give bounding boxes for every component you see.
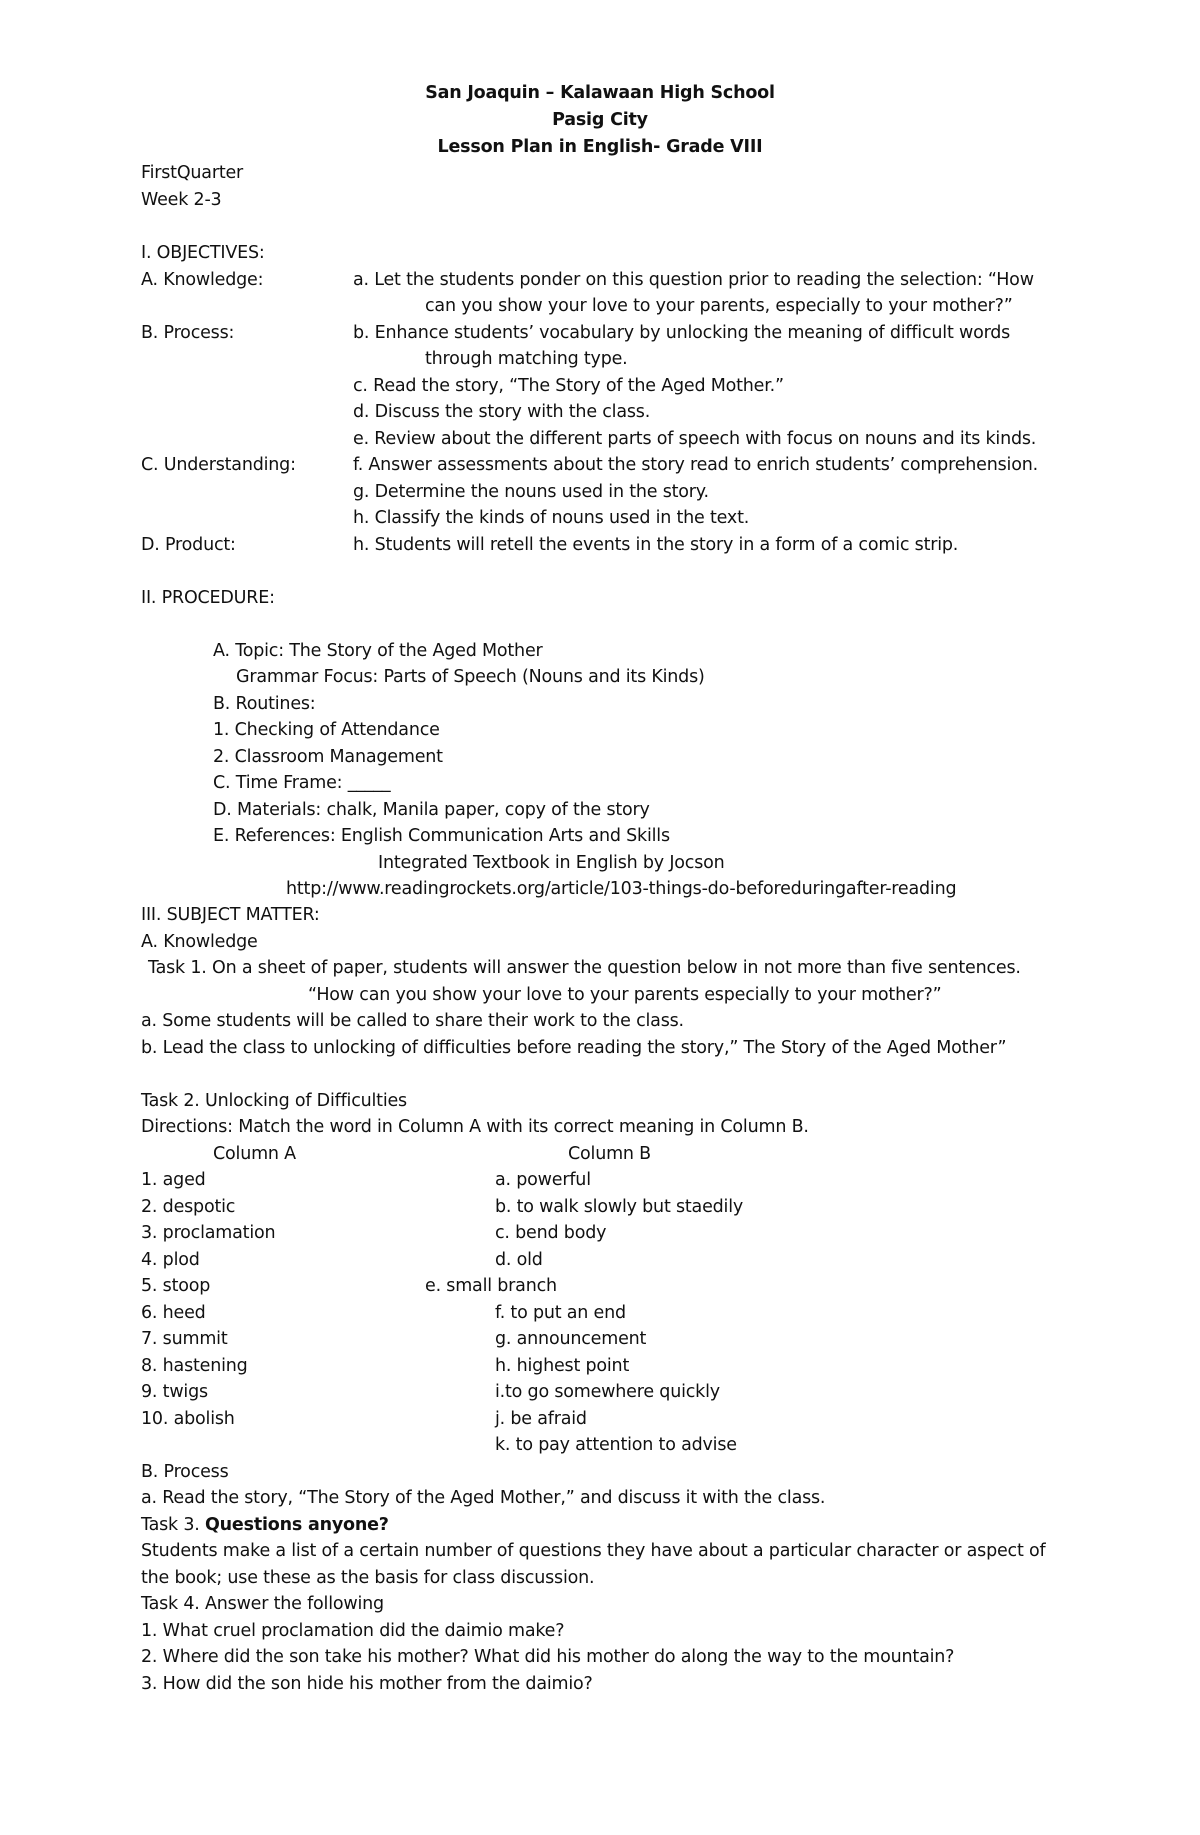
objective-e: e. Review about the different parts of speech with focus on nouns and its kinds. xyxy=(353,429,1037,449)
word-item: 2. despotic xyxy=(141,1197,236,1217)
subject-b: b. Lead the class to unlocking of difficulties before reading the story,” The Story of the Aged Mother” xyxy=(141,1038,1007,1058)
objective-a-line2: can you show your love to your parents, especially to your mother?” xyxy=(425,296,1013,316)
knowledge-heading: A. Knowledge xyxy=(141,932,258,952)
task3-title-line xyxy=(141,1512,389,1538)
meaning-item: h. highest point xyxy=(495,1356,630,1376)
references: E. References: English Communication Arts and Skills xyxy=(213,826,670,846)
task3-prefix: Task 3. xyxy=(141,1515,205,1535)
objective-b-line1: b. Enhance students’ vocabulary by unlocking the meaning of difficult words xyxy=(353,323,1011,343)
column-b-header: Column B xyxy=(568,1144,651,1164)
task4-question-3: 3. How did the son hide his mother from the daimio? xyxy=(141,1674,593,1694)
meaning-item: e. small branch xyxy=(425,1276,557,1296)
task1-question: “How can you show your love to your parents especially to your mother?” xyxy=(308,985,942,1005)
quarter-label: FirstQuarter xyxy=(141,163,244,183)
meaning-item: i.to go somewhere quickly xyxy=(495,1382,720,1402)
task3-line1: Students make a list of a certain number of questions they have about a particular character or aspect of xyxy=(141,1541,1046,1561)
objective-h: h. Classify the kinds of nouns used in the text. xyxy=(353,508,750,528)
word-item: 1. aged xyxy=(141,1170,206,1190)
word-item: 9. twigs xyxy=(141,1382,208,1402)
meaning-item: a. powerful xyxy=(495,1170,591,1190)
meaning-item: j. be afraid xyxy=(495,1409,587,1429)
objective-h-product: h. Students will retell the events in the story in a form of a comic strip. xyxy=(353,535,959,555)
routines-heading: B. Routines: xyxy=(213,694,316,714)
materials: D. Materials: chalk, Manila paper, copy of the story xyxy=(213,800,650,820)
procedure-heading: II. PROCEDURE: xyxy=(141,588,275,608)
objective-a-line1: a. Let the students ponder on this question prior to reading the selection: “How xyxy=(353,270,1034,290)
process-a: a. Read the story, “The Story of the Aged Mother,” and discuss it with the class. xyxy=(141,1488,826,1508)
city-name: Pasig City xyxy=(552,110,648,130)
grammar-focus: Grammar Focus: Parts of Speech (Nouns and its Kinds) xyxy=(236,667,705,687)
procedure-topic: A. Topic: The Story of the Aged Mother xyxy=(213,641,543,661)
objectives-heading: I. OBJECTIVES: xyxy=(141,243,265,263)
task2-title: Task 2. Unlocking of Difficulties xyxy=(141,1091,407,1111)
reference-link[interactable]: http://www.readingrockets.org/article/103-things-do-beforeduringafter-reading xyxy=(286,879,957,899)
process-heading: B. Process xyxy=(141,1462,229,1482)
word-item: 8. hastening xyxy=(141,1356,248,1376)
objective-b-line2: through matching type. xyxy=(425,349,628,369)
routine-attendance: 1. Checking of Attendance xyxy=(213,720,440,740)
meaning-item: c. bend body xyxy=(495,1223,607,1243)
lesson-plan-title: Lesson Plan in English- Grade VIII xyxy=(437,137,763,157)
task4-question-2: 2. Where did the son take his mother? What did his mother do along the way to the mountain? xyxy=(141,1647,955,1667)
process-label: B. Process: xyxy=(141,323,235,343)
subject-matter-heading: III. SUBJECT MATTER: xyxy=(141,905,320,925)
knowledge-label: A. Knowledge: xyxy=(141,270,264,290)
product-label: D. Product: xyxy=(141,535,236,555)
time-frame: C. Time Frame: _____ xyxy=(213,773,391,793)
meaning-item: d. old xyxy=(495,1250,543,1270)
routine-classroom: 2. Classroom Management xyxy=(213,747,443,767)
meaning-item: b. to walk slowly but staedily xyxy=(495,1197,744,1217)
subject-a: a. Some students will be called to share their work to the class. xyxy=(141,1011,684,1031)
task2-directions: Directions: Match the word in Column A with its correct meaning in Column B. xyxy=(141,1117,809,1137)
word-item: 5. stoop xyxy=(141,1276,211,1296)
school-name: San Joaquin – Kalawaan High School xyxy=(425,83,775,103)
reference-textbook: Integrated Textbook in English by Jocson xyxy=(378,853,725,873)
task3-line2: the book; use these as the basis for class discussion. xyxy=(141,1568,595,1588)
objective-f: f. Answer assessments about the story read to enrich students’ comprehension. xyxy=(353,455,1038,475)
task1-instruction: Task 1. On a sheet of paper, students will answer the question below in not more than five sentences. xyxy=(148,958,1021,978)
task4-title: Task 4. Answer the following xyxy=(141,1594,384,1614)
word-item: 7. summit xyxy=(141,1329,228,1349)
word-item: 4. plod xyxy=(141,1250,200,1270)
meaning-item: k. to pay attention to advise xyxy=(495,1435,737,1455)
objective-g: g. Determine the nouns used in the story. xyxy=(353,482,709,502)
column-a-header: Column A xyxy=(213,1144,296,1164)
word-item: 6. heed xyxy=(141,1303,206,1323)
objective-d: d. Discuss the story with the class. xyxy=(353,402,651,422)
word-item: 10. abolish xyxy=(141,1409,235,1429)
task3-title: Questions anyone? xyxy=(205,1515,389,1535)
week-label: Week 2-3 xyxy=(141,190,222,210)
word-item: 3. proclamation xyxy=(141,1223,276,1243)
meaning-item: f. to put an end xyxy=(495,1303,626,1323)
objective-c: c. Read the story, “The Story of the Aged Mother.” xyxy=(353,376,784,396)
understanding-label: C. Understanding: xyxy=(141,455,296,475)
task4-question-1: 1. What cruel proclamation did the daimio make? xyxy=(141,1621,565,1641)
meaning-item: g. announcement xyxy=(495,1329,647,1349)
